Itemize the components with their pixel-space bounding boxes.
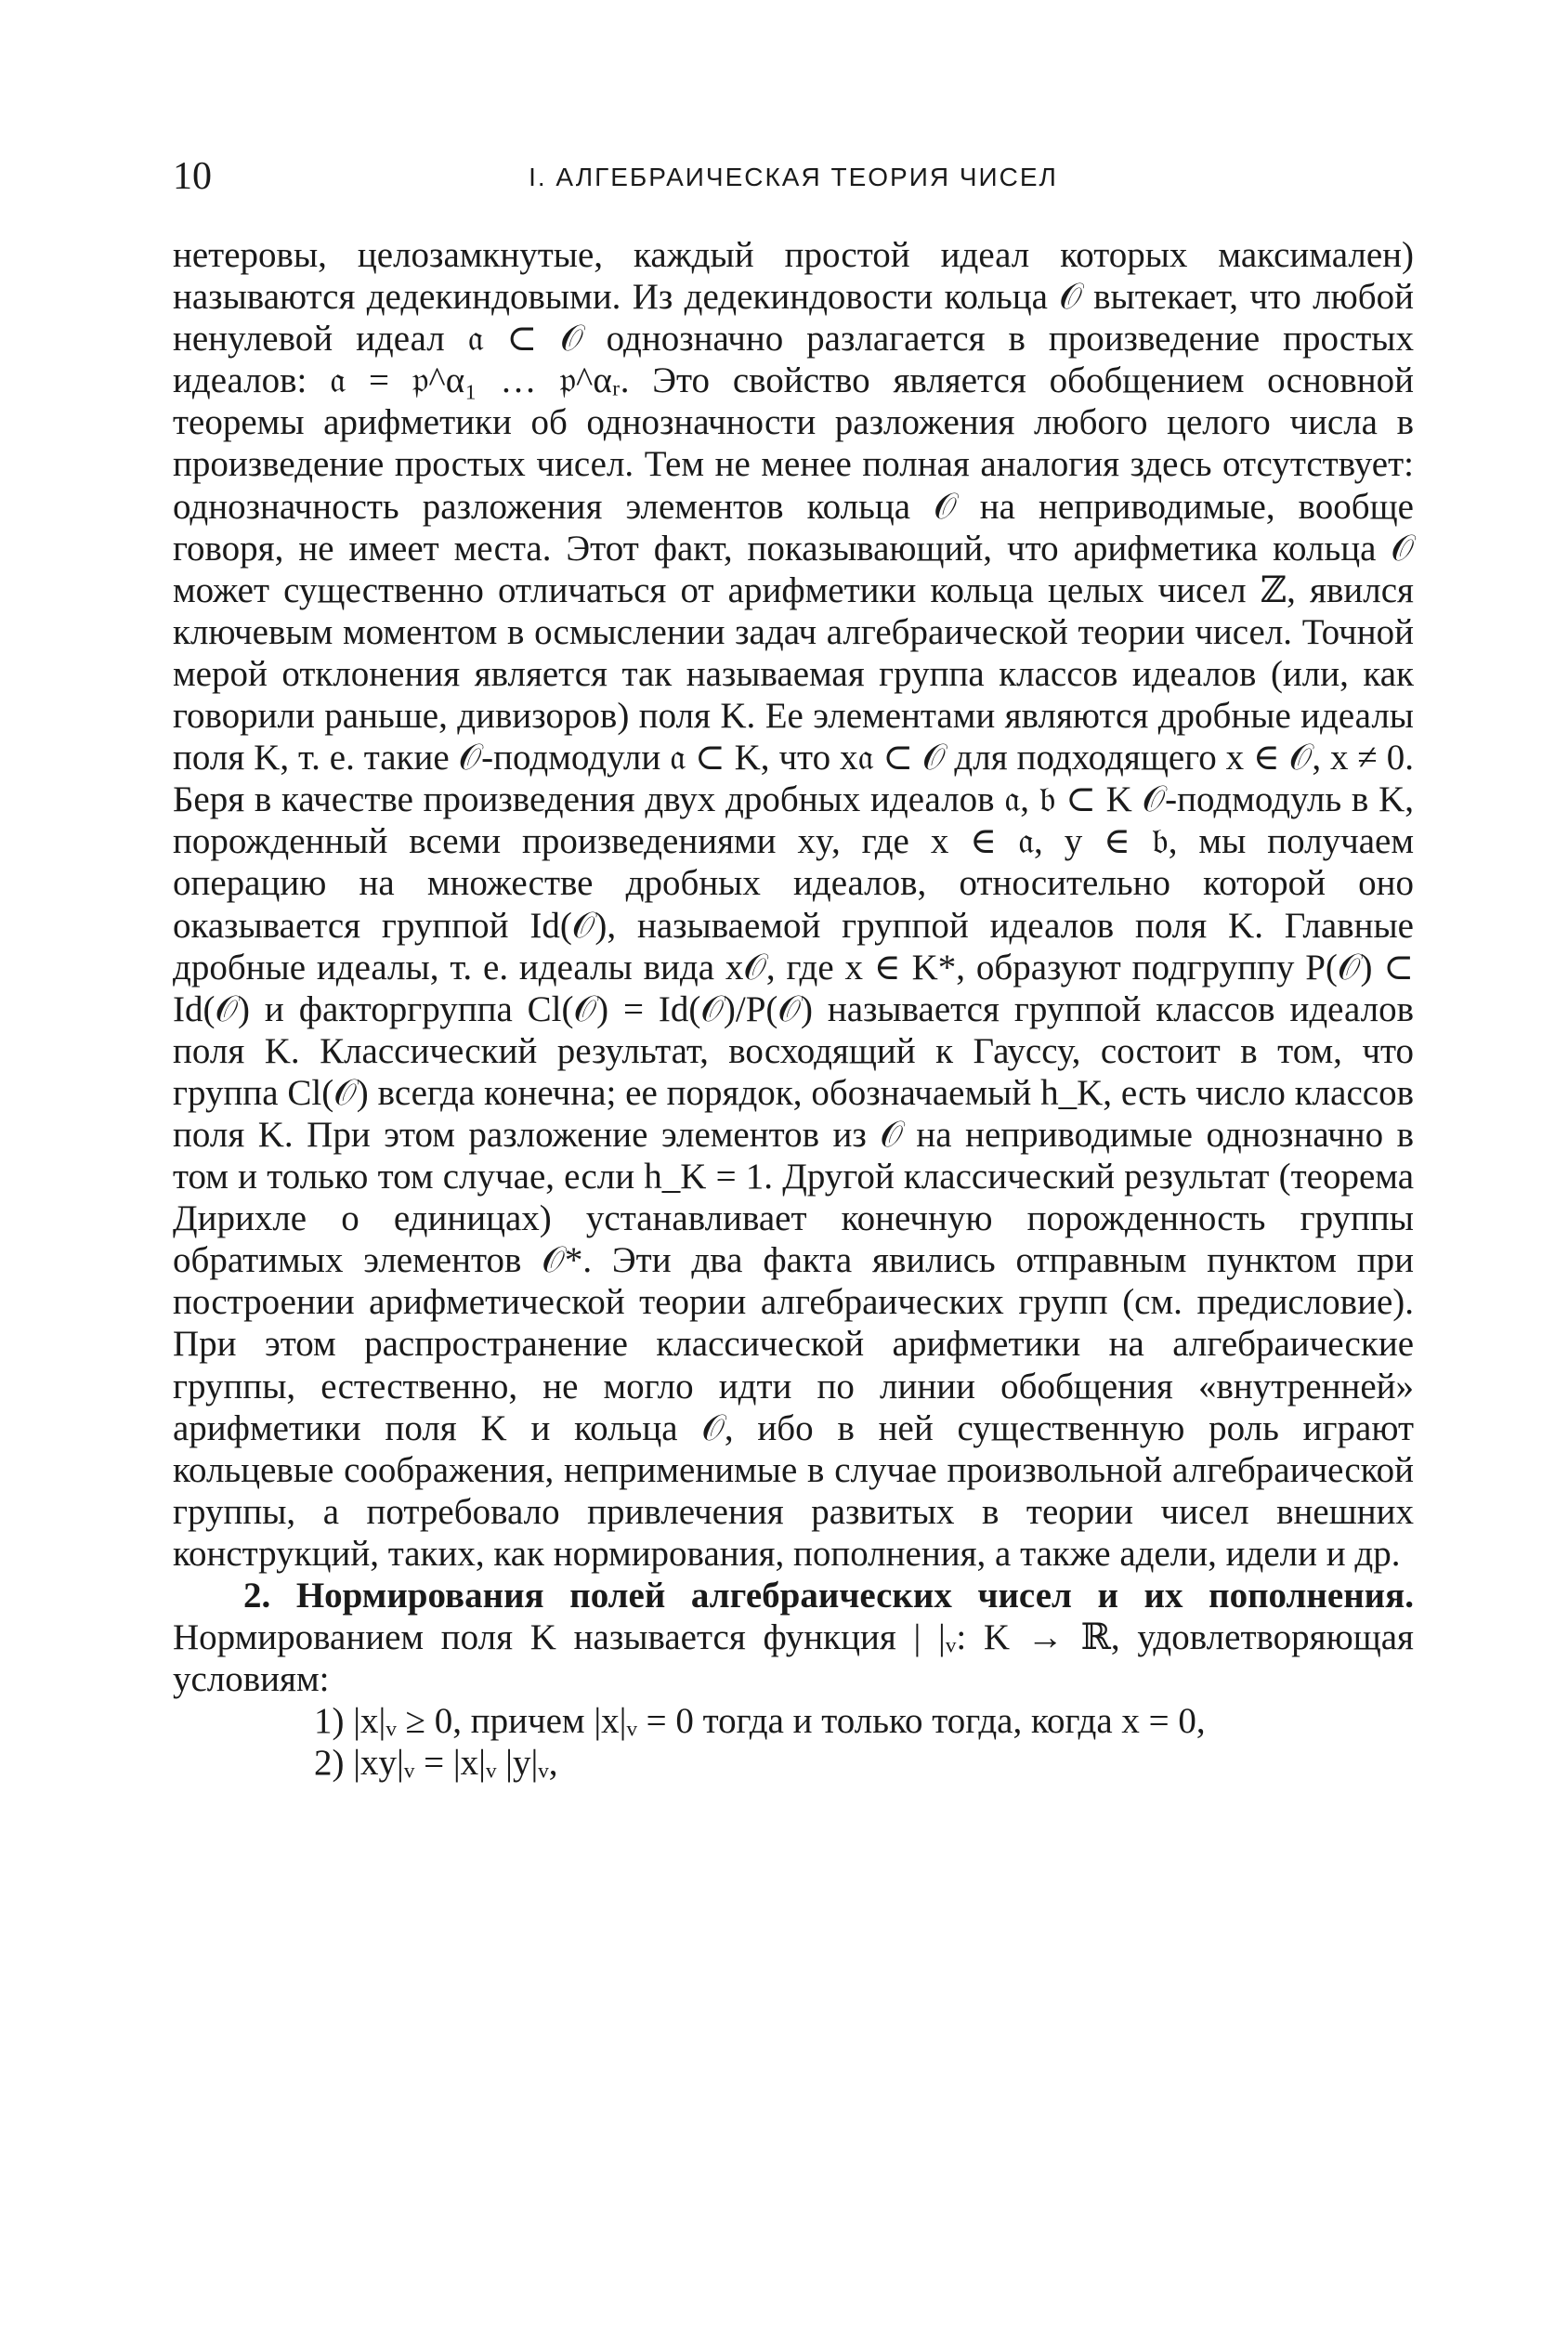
section-title: 2. Нормирования полей алгебраических чисел и их пополнения.	[243, 1576, 1414, 1616]
running-head: I. АЛГЕБРАИЧЕСКАЯ ТЕОРИЯ ЧИСЕЛ	[529, 163, 1058, 191]
section-text: Нормированием поля K называется функция | |ᵥ: K → ℝ, удовлетворяющая условиям:	[173, 1617, 1414, 1700]
item-number: 2)	[314, 1743, 345, 1784]
item-number: 1)	[314, 1701, 345, 1742]
list-item	[173, 1742, 1414, 1784]
page-number: 10	[173, 155, 212, 198]
section-paragraph	[173, 1575, 1414, 1700]
paragraph: нетеровы, целозамкнутые, каждый простой идеал которых максимален) называются дедекиндовыми. Из дедекиндовости кольца 𝒪 вытекает, что любой ненулевой идеал 𝔞 ⊂ 𝒪 однозначно разлагается в произведение простых идеалов: 𝔞 = 𝔭^α₁ … 𝔭^αᵣ. Это свойство является обобщением основной теоремы арифметики об однозначности разложения любого целого числа в произведение простых чисел. Тем не менее полная аналогия здесь отсутствует: однозначность разложения элементов кольца 𝒪 на неприводимые, вообще говоря, не имеет места. Этот факт, показывающий, что арифметика кольца 𝒪 может существенно отличаться от арифметики кольца целых чисел ℤ, явился ключевым моментом в осмыслении задач алгебраической теории чисел. Точной мерой отклонения является так называемая группа классов идеалов (или, как говорили раньше, дивизоров) поля K. Ее элементами являются дробные идеалы поля K, т. е. такие 𝒪-подмодули 𝔞 ⊂ K, что x𝔞 ⊂ 𝒪 для подходящего x ∈ 𝒪, x ≠ 0. Беря в качестве произведения двух дробных идеалов 𝔞, 𝔟 ⊂ K 𝒪-подмодуль в K, порожденный всеми произведениями xy, где x ∈ 𝔞, y ∈ 𝔟, мы получаем операцию на множестве дробных идеалов, относительно которой оно оказывается группой Id(𝒪), называемой группой идеалов поля K. Главные дробные идеалы, т. е. идеалы вида x𝒪, где x ∈ K*, образуют подгруппу P(𝒪) ⊂ Id(𝒪) и факторгруппа Cl(𝒪) = Id(𝒪)/P(𝒪) называется группой классов идеалов поля K. Классический результат, восходящий к Гауссу, состоит в том, что группа Cl(𝒪) всегда конечна; ее порядок, обозначаемый h_K, есть число классов поля K. При этом разложение элементов из 𝒪 на неприводимые однозначно в том и только том случае, если h_K = 1. Другой классический результат (теорема Дирихле о единицах) устанавливает конечную порожденность группы обратимых элементов 𝒪*. Эти два факта явились отправным пунктом при построении арифметической теории алгебраических групп (см. предисловие). При этом распространение классической арифметики на алгебраические группы, естественно, не могло идти по линии обобщения «внутренней» арифметики поля K и кольца 𝒪, ибо в ней существенную роль играют кольцевые соображения, неприменимые в случае произвольной алгебраической группы, а потребовало привлечения развитых в теории чисел внешних конструкций, таких, как нормирования, пополнения, а также адели, идели и др.	[173, 235, 1414, 1574]
list-item	[173, 1700, 1414, 1742]
item-text: |x|ᵥ ≥ 0, причем |x|ᵥ = 0 тогда и только тогда, когда x = 0,	[353, 1701, 1206, 1742]
item-text: |xy|ᵥ = |x|ᵥ |y|ᵥ,	[353, 1743, 558, 1784]
page-header	[173, 153, 1414, 200]
body-text	[173, 234, 1414, 1784]
